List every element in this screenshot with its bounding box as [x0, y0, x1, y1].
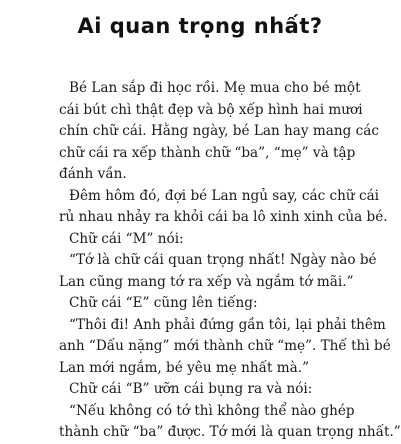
text-line: Bé Lan sắp đi học rồi. Mẹ mua cho bé một [69, 80, 361, 96]
paragraph-4 [59, 250, 377, 293]
text-line: Chữ cái “E” cũng lên tiếng: [69, 295, 258, 311]
paragraph-6 [59, 315, 391, 380]
paragraph-3 [59, 229, 369, 251]
text-line: thành chữ “ba” được. Tớ mới là quan trọng nhất.” [59, 424, 401, 440]
text-line: “Nếu không có tớ thì không thể nào ghép [69, 402, 355, 419]
text-line: “Thôi đi! Anh phải đứng gần tôi, lại phải thêm [69, 316, 386, 333]
paragraph-2 [59, 186, 388, 229]
text-line: Lan cũng mang tớ ra xếp và ngắm tớ mãi.” [59, 273, 354, 290]
text-line: đánh vần. [59, 166, 127, 182]
text-line: “Tớ là chữ cái quan trọng nhất! Ngày nào bé [69, 252, 377, 268]
story-title: Ai quan trọng nhất? [77, 14, 323, 38]
text-line: Chữ cái “B” ưỡn cái bụng ra và nói: [69, 381, 313, 397]
text-line: cái bút chì thật đẹp và bộ xếp hình hai mươi [59, 101, 363, 118]
paragraph-5 [59, 293, 369, 315]
text-line: anh “Dấu nặng” mới thành chữ “mẹ”. Thế thì bé [59, 338, 391, 354]
paragraph-1 [59, 78, 379, 186]
text-line: Đêm hôm đó, đợi bé Lan ngủ say, các chữ cái [69, 187, 380, 204]
text-line: rủ nhau nhảy ra khỏi cái ba lô xinh xinh của bé. [59, 209, 388, 225]
text-line: Chữ cái “M” nói: [69, 230, 184, 247]
paragraph-7 [59, 379, 369, 401]
text-line: chín chữ cái. Hằng ngày, bé Lan hay mang các [59, 123, 379, 139]
story-body [59, 78, 401, 444]
paragraph-8 [59, 401, 401, 444]
text-line: Lan mới ngắm, bé yêu mẹ nhất mà.” [59, 359, 310, 376]
text-line: chữ cái ra xếp thành chữ “ba”, “mẹ” và tập [59, 144, 356, 161]
